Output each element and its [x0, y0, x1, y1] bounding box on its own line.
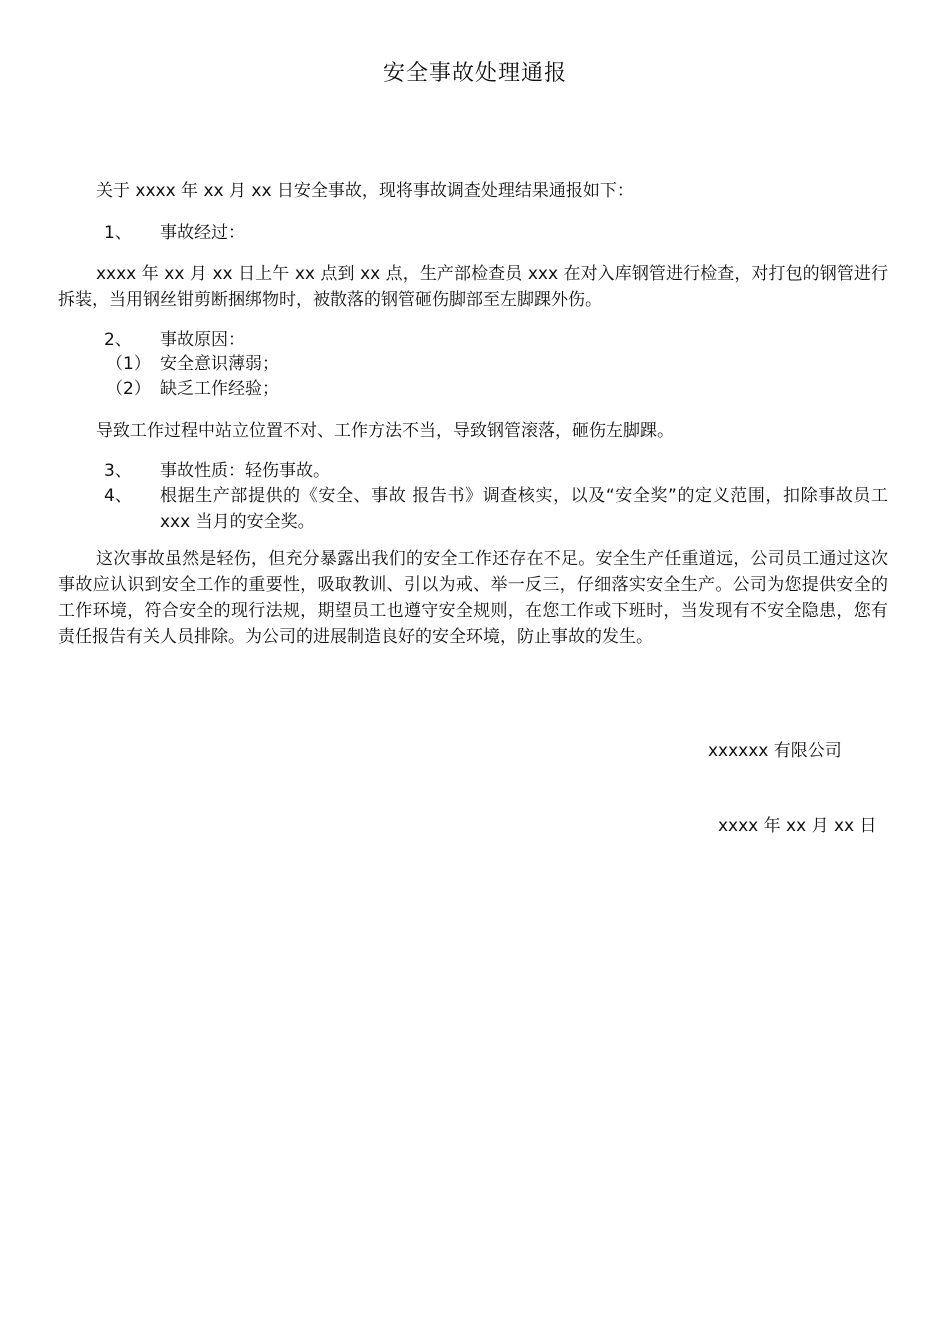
document-title: 安全事故处理通报: [382, 61, 567, 86]
section-2-number: 2、: [104, 330, 132, 350]
cause-2-text: 缺乏工作经验；: [160, 379, 279, 399]
incident-description: xxxx 年 xx 月 xx 日上午 xx 点到 xx 点，生产部检查员 xxx 在对入库钢管进行检查，对打包的钢管进行拆装，当用钢丝钳剪断捆绑物时，被散落的钢管砸伤脚部至左脚踝外伤。: [58, 264, 888, 310]
section-4-text: 根据生产部提供的《安全、事故 报告书》调查核实，以及“安全奖”的定义范围，扣除事故员工 xxx 当月的安全奖。: [160, 486, 888, 532]
section-1-number: 1、: [104, 223, 132, 243]
cause-summary: 导致工作过程中站立位置不对、工作方法不当，导致钢管滚落，砸伤左脚踝。: [96, 421, 674, 441]
intro-paragraph: 关于 xxxx 年 xx 月 xx 日安全事故，现将事故调查处理结果通报如下：: [96, 181, 634, 201]
section-1-heading: 事故经过：: [160, 223, 245, 243]
section-3-number: 3、: [104, 461, 132, 481]
cause-2-number: （2）: [106, 379, 151, 399]
closing-paragraph: 这次事故虽然是轻伤，但充分暴露出我们的安全工作还存在不足。安全生产任重道远，公司员工通过这次事故应认识到安全工作的重要性，吸取教训、引以为戒、举一反三，仔细落实安全生产。公司为您提供安全的工作环境，符合安全的现行法规，期望员工也遵守安全规则，在您工作或下班时，当发现有不安全隐患，您有责任报告有关人员排除。为公司的进展制造良好的安全环境，防止事故的发生。: [58, 549, 888, 647]
section-3-text: 事故性质：轻伤事故。: [160, 461, 330, 481]
document-date: xxxx 年 xx 月 xx 日: [718, 816, 877, 836]
section-4-number: 4、: [104, 486, 132, 506]
company-signature: xxxxxx 有限公司: [708, 741, 842, 761]
section-2-heading: 事故原因：: [160, 330, 245, 350]
cause-1-number: （1）: [106, 354, 151, 374]
cause-1-text: 安全意识薄弱；: [160, 354, 279, 374]
